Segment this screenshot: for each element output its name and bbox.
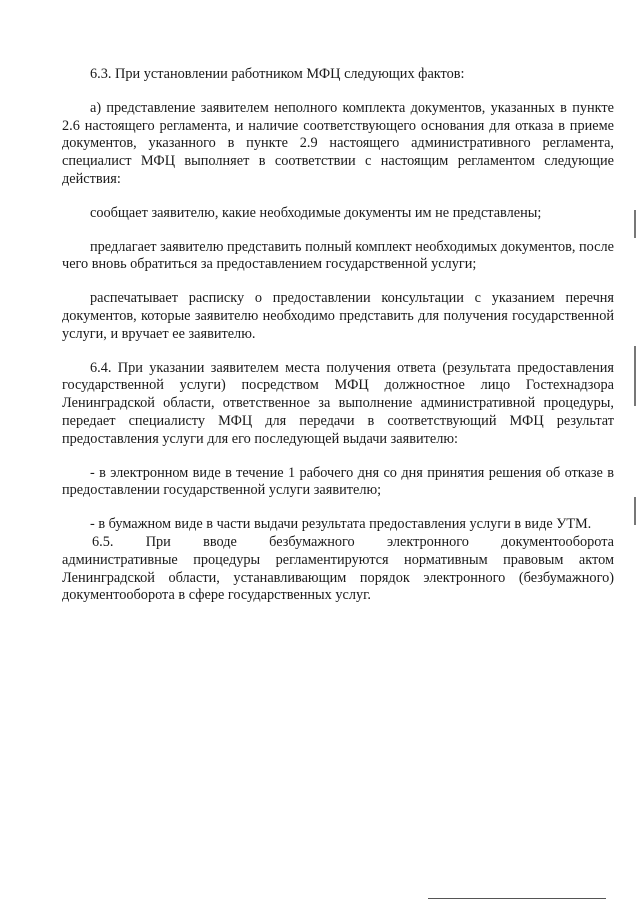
scan-edge-mark [634,210,636,238]
paragraph-6-4: 6.4. При указании заявителем места получения ответа (результата предоставления государственной услуги) посредством МФЦ должностное лицо Гостехнадзора Ленинградской области, ответственное за выполнение административной процедуры, передает специалисту МФЦ для передачи в соответствующий МФЦ результат предоставления услуги для его последующей выдачи заявителю: [62,359,614,447]
paragraph-print-receipt: распечатывает расписку о предоставлении консультации с указанием перечня документов, которые заявителю необходимо представить для получения государственной услуги, и вручает ее заявителю. [62,290,614,342]
paragraph-inform-missing-docs: сообщает заявителю, какие необходимые документы им не представлены; [90,204,542,221]
paragraph-6-3-a: а) представление заявителем неполного комплекта документов, указанных в пункте 2.6 настоящего регламента, и наличие соответствующего основания для отказа в приеме документов, указанного в пункте 2.9 настоящего административного регламента, специалист МФЦ выполняет в соответствии с настоящим регламентом следующие действия: [62,99,614,187]
paragraph-electronic-form: - в электронном виде в течение 1 рабочего дня со дня принятия решения об отказе в предоставлении государственной услуги заявителю; [62,464,614,499]
paragraph-6-5-first-line: 6.5. При вводе безбумажного электронного документооборота [92,533,614,550]
paragraph-6-5-rest: административные процедуры регламентируются нормативным правовым актом Ленинградской области, устанавливающим порядок электронного (безбумажного) документооборота в сфере государственных услуг. [62,551,614,604]
paragraph-offer-full-set: предлагает заявителю представить полный комплект необходимых документов, после чего вновь обратиться за предоставлением государственной услуги; [62,238,614,273]
scan-bottom-line [428,898,606,899]
document-body [62,66,614,605]
paragraph-6-5 [62,534,614,605]
scan-edge-mark [634,497,636,525]
scan-edge-mark [634,346,636,406]
paragraph-6-3: 6.3. При установлении работником МФЦ следующих фактов: [90,66,465,82]
paragraph-paper-form: - в бумажном виде в части выдачи результата предоставления услуги в виде УТМ. [90,516,592,533]
